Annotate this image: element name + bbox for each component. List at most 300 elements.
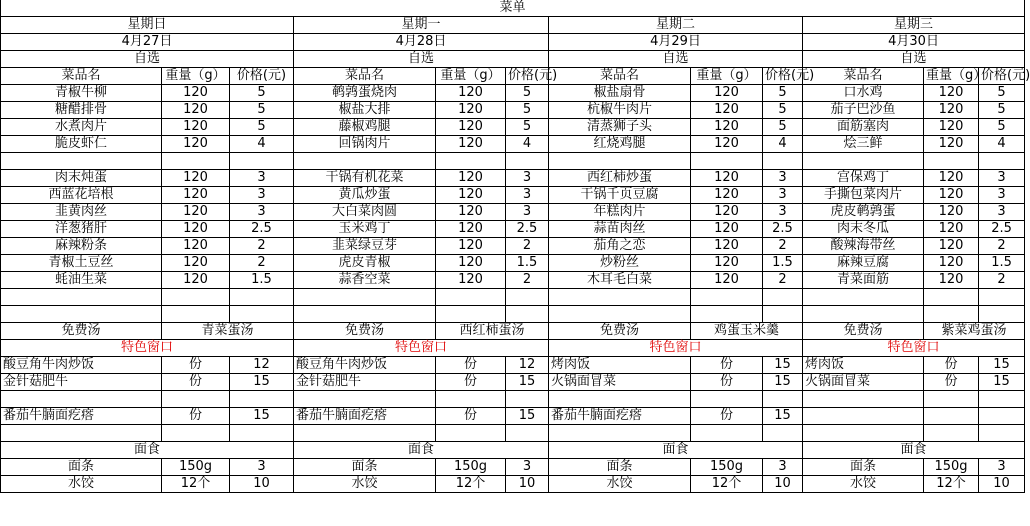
dish-weight: 120 — [436, 170, 506, 187]
noodle-price: 3 — [506, 459, 549, 476]
dish-weight: 120 — [162, 85, 230, 102]
dish-weight: 120 — [691, 85, 763, 102]
empty-cell — [1, 306, 162, 323]
dish-price: 2 — [763, 238, 803, 255]
dish-name: 黄瓜炒蛋 — [294, 187, 436, 204]
empty-cell — [1, 425, 162, 442]
noodle-amount: 12个 — [691, 476, 763, 493]
special-dish-unit: 份 — [162, 408, 230, 425]
special-dish-unit: 份 — [436, 357, 506, 374]
empty-cell — [294, 306, 436, 323]
dish-name: 手撕包菜肉片 — [803, 187, 924, 204]
dish-price: 5 — [230, 119, 294, 136]
dish-name: 韭菜绿豆芽 — [294, 238, 436, 255]
dish-price: 5 — [506, 85, 549, 102]
dish-name: 面筋塞肉 — [803, 119, 924, 136]
noodle-row — [1, 459, 1025, 476]
dish-price: 5 — [979, 102, 1025, 119]
dish-weight: 120 — [436, 272, 506, 289]
special-dish-price: 15 — [763, 408, 803, 425]
dish-weight: 120 — [436, 255, 506, 272]
special-dish-name: 酸豆角牛肉炒饭 — [1, 357, 162, 374]
day-date: 4月29日 — [549, 34, 803, 51]
dish-name: 玉米鸡丁 — [294, 221, 436, 238]
dish-name: 木耳毛白菜 — [549, 272, 691, 289]
special-dish-name: 番茄牛腩面疙瘩 — [549, 408, 691, 425]
date-row — [1, 34, 1025, 51]
empty-cell — [230, 306, 294, 323]
dish-price: 3 — [230, 187, 294, 204]
empty-cell — [230, 153, 294, 170]
dish-name: 水煮肉片 — [1, 119, 162, 136]
noodle-name: 水饺 — [803, 476, 924, 493]
dish-price: 5 — [506, 102, 549, 119]
dish-name: 麻辣粉条 — [1, 238, 162, 255]
empty-cell — [803, 391, 924, 408]
dish-weight: 120 — [162, 187, 230, 204]
special-dish-unit: 份 — [924, 357, 979, 374]
free-soup-name: 青菜蛋汤 — [162, 323, 294, 340]
noodle-amount: 150g — [436, 459, 506, 476]
special-dish-name: 番茄牛腩面疙瘩 — [294, 408, 436, 425]
noodle-price: 10 — [763, 476, 803, 493]
empty-cell — [924, 391, 979, 408]
empty-cell — [549, 391, 691, 408]
dish-price: 3 — [230, 204, 294, 221]
special-dish-unit: 份 — [691, 374, 763, 391]
dish-price: 3 — [763, 187, 803, 204]
dish-name: 炒粉丝 — [549, 255, 691, 272]
dish-price: 5 — [763, 119, 803, 136]
dish-name: 清蒸狮子头 — [549, 119, 691, 136]
day-name: 星期二 — [549, 17, 803, 34]
self-select-label: 自选 — [294, 51, 549, 68]
empty-cell — [294, 289, 436, 306]
col-header-price: 价格(元) — [506, 68, 549, 85]
dish-name: 椒盐大排 — [294, 102, 436, 119]
dish-weight: 120 — [691, 238, 763, 255]
special-dish-unit — [924, 408, 979, 425]
empty-cell — [924, 153, 979, 170]
empty-cell — [294, 391, 436, 408]
empty-cell — [436, 391, 506, 408]
empty-cell — [924, 289, 979, 306]
dish-name: 酸辣海带丝 — [803, 238, 924, 255]
dish-name: 年糕肉片 — [549, 204, 691, 221]
dish-weight: 120 — [924, 187, 979, 204]
free-soup-label: 免费汤 — [549, 323, 691, 340]
dish-name: 肉末炖蛋 — [1, 170, 162, 187]
dish-price: 2 — [230, 238, 294, 255]
special-row — [1, 408, 1025, 425]
dish-price: 3 — [506, 204, 549, 221]
dish-row — [1, 119, 1025, 136]
noodle-name: 水饺 — [549, 476, 691, 493]
special-dish-price: 15 — [763, 357, 803, 374]
empty-cell — [803, 289, 924, 306]
dish-row — [1, 136, 1025, 153]
special-dish-name: 金针菇肥牛 — [294, 374, 436, 391]
empty-cell — [691, 289, 763, 306]
dish-weight: 120 — [436, 187, 506, 204]
empty-cell — [803, 306, 924, 323]
special-dish-name: 烤肉饭 — [549, 357, 691, 374]
dish-price: 2 — [979, 272, 1025, 289]
dish-weight: 120 — [691, 136, 763, 153]
dish-name: 椒盐扇骨 — [549, 85, 691, 102]
dish-row — [1, 221, 1025, 238]
dish-weight: 120 — [924, 85, 979, 102]
special-dish-name: 金针菇肥牛 — [1, 374, 162, 391]
col-header-price: 价格(元) — [763, 68, 803, 85]
dish-price: 3 — [763, 170, 803, 187]
dish-name: 糖醋排骨 — [1, 102, 162, 119]
dish-weight: 120 — [691, 187, 763, 204]
dish-name: 大白菜肉圆 — [294, 204, 436, 221]
dish-name: 脆皮虾仁 — [1, 136, 162, 153]
empty-cell — [162, 391, 230, 408]
dish-weight: 120 — [162, 221, 230, 238]
special-dish-unit: 份 — [924, 374, 979, 391]
dish-weight: 120 — [691, 255, 763, 272]
dish-row — [1, 187, 1025, 204]
dish-price: 5 — [979, 85, 1025, 102]
day-date: 4月30日 — [803, 34, 1025, 51]
special-window-label: 特色窗口 — [294, 340, 549, 357]
special-window-label: 特色窗口 — [803, 340, 1025, 357]
noodle-amount: 150g — [924, 459, 979, 476]
noodle-amount: 150g — [162, 459, 230, 476]
noodle-amount: 150g — [691, 459, 763, 476]
free-soup-name: 西红柿蛋汤 — [436, 323, 549, 340]
special-row — [1, 374, 1025, 391]
dish-weight: 120 — [691, 102, 763, 119]
empty-cell — [979, 391, 1025, 408]
col-header-price: 价格(元) — [230, 68, 294, 85]
noodle-label: 面食 — [549, 442, 803, 459]
dish-name: 宫保鸡丁 — [803, 170, 924, 187]
empty-cell — [691, 391, 763, 408]
dish-price: 3 — [506, 170, 549, 187]
special-dish-name: 酸豆角牛肉炒饭 — [294, 357, 436, 374]
special-dish-price: 15 — [506, 408, 549, 425]
empty-cell — [506, 289, 549, 306]
empty-cell — [979, 306, 1025, 323]
dish-name: 烩三鲜 — [803, 136, 924, 153]
day-name: 星期日 — [1, 17, 294, 34]
col-header-name: 菜品名 — [549, 68, 691, 85]
dish-weight: 120 — [436, 119, 506, 136]
noodle-label: 面食 — [803, 442, 1025, 459]
empty-cell — [230, 425, 294, 442]
dish-price: 4 — [506, 136, 549, 153]
noodle-price: 3 — [763, 459, 803, 476]
empty-cell — [924, 425, 979, 442]
special-dish-unit: 份 — [162, 374, 230, 391]
dish-weight: 120 — [162, 238, 230, 255]
col-header-name: 菜品名 — [294, 68, 436, 85]
soup-row — [1, 323, 1025, 340]
col-header-name: 菜品名 — [803, 68, 924, 85]
empty-cell — [436, 306, 506, 323]
dish-name: 蚝油生菜 — [1, 272, 162, 289]
empty-cell — [979, 289, 1025, 306]
menu-title: 菜单 — [1, 0, 1025, 17]
col-header-weight: 重量（g） — [162, 68, 230, 85]
dish-name: 西红柿炒蛋 — [549, 170, 691, 187]
special-dish-unit: 份 — [436, 374, 506, 391]
dish-weight: 120 — [162, 136, 230, 153]
dish-weight: 120 — [436, 85, 506, 102]
dish-weight: 120 — [691, 119, 763, 136]
special-dish-price: 15 — [979, 357, 1025, 374]
dish-name: 红烧鸡腿 — [549, 136, 691, 153]
col-header-price: 价格(元) — [979, 68, 1025, 85]
dish-weight: 120 — [436, 238, 506, 255]
dish-price: 2 — [506, 272, 549, 289]
dish-name: 青椒土豆丝 — [1, 255, 162, 272]
dish-price: 4 — [763, 136, 803, 153]
dish-name: 杭椒牛肉片 — [549, 102, 691, 119]
dish-weight: 120 — [924, 119, 979, 136]
dish-row — [1, 272, 1025, 289]
empty-cell — [162, 153, 230, 170]
special-row — [1, 357, 1025, 374]
empty-cell — [162, 425, 230, 442]
blank-row — [1, 425, 1025, 442]
empty-cell — [549, 153, 691, 170]
dish-price: 5 — [763, 85, 803, 102]
noodle-name: 面条 — [549, 459, 691, 476]
empty-cell — [549, 425, 691, 442]
dish-name: 虎皮青椒 — [294, 255, 436, 272]
free-soup-label: 免费汤 — [1, 323, 162, 340]
dish-weight: 120 — [691, 204, 763, 221]
empty-cell — [979, 153, 1025, 170]
dish-row — [1, 255, 1025, 272]
special-dish-price: 12 — [230, 357, 294, 374]
empty-cell — [436, 289, 506, 306]
col-header-name: 菜品名 — [1, 68, 162, 85]
special-dish-price: 15 — [506, 374, 549, 391]
dish-name: 韭黄肉丝 — [1, 204, 162, 221]
special-dish-unit: 份 — [162, 357, 230, 374]
empty-cell — [691, 425, 763, 442]
empty-cell — [763, 391, 803, 408]
dish-price: 2.5 — [506, 221, 549, 238]
self-select-label: 自选 — [549, 51, 803, 68]
dish-weight: 120 — [924, 238, 979, 255]
dish-weight: 120 — [436, 102, 506, 119]
empty-cell — [1, 289, 162, 306]
free-soup-name: 紫菜鸡蛋汤 — [924, 323, 1025, 340]
special-dish-name — [803, 408, 924, 425]
dish-name: 青菜面筋 — [803, 272, 924, 289]
dish-name: 青椒牛柳 — [1, 85, 162, 102]
title-row — [1, 0, 1025, 17]
dish-weight: 120 — [162, 272, 230, 289]
dish-price: 5 — [230, 102, 294, 119]
special-dish-name: 火锅面冒菜 — [803, 374, 924, 391]
col-header-weight: 重量（g） — [691, 68, 763, 85]
empty-cell — [162, 289, 230, 306]
dish-price: 4 — [230, 136, 294, 153]
dish-weight: 120 — [691, 272, 763, 289]
dish-price: 1.5 — [979, 255, 1025, 272]
dish-price: 2.5 — [763, 221, 803, 238]
empty-cell — [506, 153, 549, 170]
dish-name: 蒜香空菜 — [294, 272, 436, 289]
empty-cell — [763, 153, 803, 170]
noodle-name: 水饺 — [1, 476, 162, 493]
dish-price: 1.5 — [763, 255, 803, 272]
dish-name: 茄角之恋 — [549, 238, 691, 255]
dish-price: 2 — [979, 238, 1025, 255]
dish-weight: 120 — [691, 170, 763, 187]
dish-price: 5 — [230, 85, 294, 102]
dish-weight: 120 — [162, 119, 230, 136]
dish-weight: 120 — [162, 102, 230, 119]
dish-name: 西蓝花培根 — [1, 187, 162, 204]
dish-name: 麻辣豆腐 — [803, 255, 924, 272]
empty-cell — [506, 306, 549, 323]
special-dish-unit: 份 — [691, 357, 763, 374]
dish-weight: 120 — [924, 102, 979, 119]
dish-price: 1.5 — [230, 272, 294, 289]
empty-cell — [979, 425, 1025, 442]
special-dish-unit: 份 — [691, 408, 763, 425]
empty-cell — [230, 289, 294, 306]
self-select-label: 自选 — [803, 51, 1025, 68]
dish-name: 虎皮鹌鹑蛋 — [803, 204, 924, 221]
special-dish-name: 火锅面冒菜 — [549, 374, 691, 391]
noodle-name: 面条 — [803, 459, 924, 476]
dish-weight: 120 — [924, 272, 979, 289]
day-date: 4月28日 — [294, 34, 549, 51]
empty-cell — [763, 289, 803, 306]
empty-cell — [230, 391, 294, 408]
empty-cell — [436, 153, 506, 170]
noodle-price: 10 — [979, 476, 1025, 493]
dish-price: 3 — [506, 187, 549, 204]
dish-weight: 120 — [924, 221, 979, 238]
noodle-amount: 12个 — [162, 476, 230, 493]
dish-row — [1, 85, 1025, 102]
empty-cell — [1, 153, 162, 170]
empty-cell — [506, 391, 549, 408]
noodle-price: 10 — [506, 476, 549, 493]
dish-name: 洋葱猪肝 — [1, 221, 162, 238]
special-dish-price: 15 — [979, 374, 1025, 391]
self-select-label: 自选 — [1, 51, 294, 68]
noodle-name: 水饺 — [294, 476, 436, 493]
empty-cell — [763, 306, 803, 323]
dish-row — [1, 170, 1025, 187]
dish-price: 3 — [979, 204, 1025, 221]
free-soup-label: 免费汤 — [803, 323, 924, 340]
empty-cell — [506, 425, 549, 442]
dish-weight: 120 — [924, 204, 979, 221]
dish-row — [1, 204, 1025, 221]
dish-price: 3 — [979, 170, 1025, 187]
noodle-name: 面条 — [1, 459, 162, 476]
special-dish-price — [979, 408, 1025, 425]
empty-cell — [924, 306, 979, 323]
special-window-label: 特色窗口 — [549, 340, 803, 357]
noodle-label: 面食 — [294, 442, 549, 459]
empty-cell — [549, 306, 691, 323]
dish-row — [1, 102, 1025, 119]
empty-cell — [691, 306, 763, 323]
free-soup-name: 鸡蛋玉米羹 — [691, 323, 803, 340]
dish-weight: 120 — [924, 255, 979, 272]
day-date: 4月27日 — [1, 34, 294, 51]
special-dish-price: 15 — [763, 374, 803, 391]
dish-price: 2 — [506, 238, 549, 255]
dish-weight: 120 — [691, 221, 763, 238]
dish-price: 2.5 — [230, 221, 294, 238]
self-select-row — [1, 51, 1025, 68]
dish-name: 藤椒鸡腿 — [294, 119, 436, 136]
dish-weight: 120 — [436, 221, 506, 238]
empty-cell — [294, 153, 436, 170]
dish-price: 2 — [230, 255, 294, 272]
dish-price: 2 — [763, 272, 803, 289]
dish-name: 蒜苗肉丝 — [549, 221, 691, 238]
day-row — [1, 17, 1025, 34]
header-row — [1, 68, 1025, 85]
dish-weight: 120 — [924, 170, 979, 187]
empty-cell — [1, 391, 162, 408]
dish-price: 3 — [763, 204, 803, 221]
dish-price: 3 — [230, 170, 294, 187]
special-window-label: 特色窗口 — [1, 340, 294, 357]
dish-name: 口水鸡 — [803, 85, 924, 102]
col-header-weight: 重量（g） — [924, 68, 979, 85]
empty-cell — [294, 425, 436, 442]
blank-row — [1, 391, 1025, 408]
special-dish-price: 15 — [230, 374, 294, 391]
empty-cell — [803, 153, 924, 170]
dish-price: 1.5 — [506, 255, 549, 272]
empty-cell — [436, 425, 506, 442]
empty-cell — [162, 306, 230, 323]
free-soup-label: 免费汤 — [294, 323, 436, 340]
blank-row — [1, 153, 1025, 170]
dish-name: 肉末冬瓜 — [803, 221, 924, 238]
day-name: 星期一 — [294, 17, 549, 34]
noodle-price: 3 — [230, 459, 294, 476]
noodle-row — [1, 476, 1025, 493]
special-dish-price: 12 — [506, 357, 549, 374]
special-dish-price: 15 — [230, 408, 294, 425]
empty-cell — [549, 289, 691, 306]
dish-price: 5 — [506, 119, 549, 136]
dish-weight: 120 — [162, 255, 230, 272]
dish-name: 茄子巴沙鱼 — [803, 102, 924, 119]
dish-price: 2.5 — [979, 221, 1025, 238]
dish-weight: 120 — [436, 136, 506, 153]
dish-weight: 120 — [162, 204, 230, 221]
dish-name: 回锅肉片 — [294, 136, 436, 153]
dish-price: 5 — [763, 102, 803, 119]
special-dish-name: 番茄牛腩面疙瘩 — [1, 408, 162, 425]
empty-cell — [803, 425, 924, 442]
blank-row — [1, 289, 1025, 306]
day-name: 星期三 — [803, 17, 1025, 34]
noodle-amount: 12个 — [924, 476, 979, 493]
blank-row — [1, 306, 1025, 323]
